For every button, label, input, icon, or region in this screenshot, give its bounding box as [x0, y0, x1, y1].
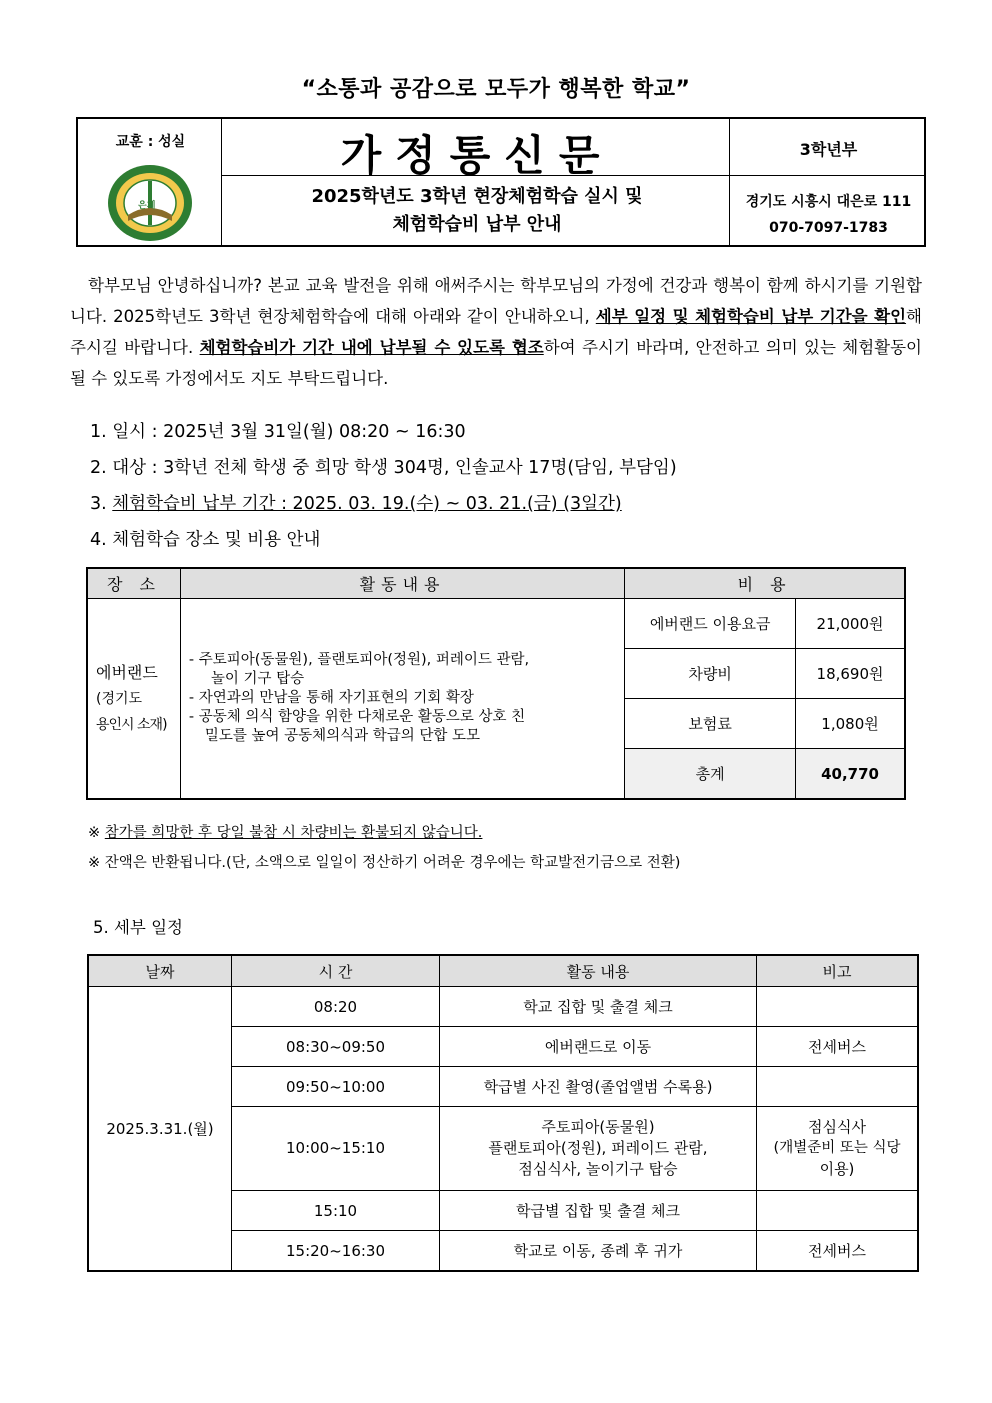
note-line: 이용)	[819, 1160, 855, 1178]
activity-line: 점심식사, 놀이기구 탑승	[518, 1160, 678, 1178]
cost-label: 에버랜드 이용요금	[625, 599, 796, 649]
schedule-activity: 에버랜드로 이동	[440, 1027, 757, 1067]
header-place: 장 소	[87, 568, 180, 599]
schedule-time: 08:30~09:50	[232, 1027, 440, 1067]
table-row	[87, 599, 905, 649]
schedule-time: 09:50~10:00	[232, 1067, 440, 1107]
total-value: 40,770	[796, 749, 905, 800]
logo-char-left: 은계	[138, 201, 156, 211]
schedule-activity	[440, 1107, 757, 1191]
schedule-note	[757, 987, 919, 1027]
header-note: 비고	[757, 955, 919, 987]
schedule-note: 전세버스	[757, 1231, 919, 1272]
schedule-time: 15:10	[232, 1191, 440, 1231]
schedule-activity: 학급별 사진 촬영(졸업앨범 수록용)	[440, 1067, 757, 1107]
school-motto: “소통과 공감으로 모두가 행복한 학교”	[301, 77, 691, 102]
intro-emphasis-1: 세부 일정 및 체험학습비 납부 기간을 확인	[595, 307, 907, 326]
schedule-time: 10:00~15:10	[232, 1107, 440, 1191]
header-box	[76, 117, 926, 247]
activity-line: 밀도를 높여 공동체의식과 학급의 단합 도모	[204, 728, 481, 744]
note-refund	[88, 818, 680, 848]
activity-cell	[180, 599, 624, 800]
schedule-activity: 학교 집합 및 출결 체크	[440, 987, 757, 1027]
intro-text-2: 해 주시길 바랍니다.	[70, 307, 922, 357]
cost-value: 18,690원	[796, 649, 905, 699]
schedule-date: 2025.3.31.(월)	[88, 987, 232, 1272]
cost-value: 21,000원	[796, 599, 905, 649]
page-title: 가정통신문	[340, 131, 614, 180]
header-time: 시 간	[232, 955, 440, 987]
school-address: 경기도 시흥시 대은로 111	[745, 194, 912, 210]
schedule-note	[757, 1067, 919, 1107]
item-3-number: 3.	[90, 494, 113, 514]
item-date: 1. 일시 : 2025년 3월 31일(월) 08:20 ~ 16:30	[90, 422, 466, 442]
table-header-row	[88, 955, 918, 987]
intro-text-3: 하여 주시기 바라며, 안전하고 의미 있는 체험활동이 될 수 있도록 가정에서도 지도 부탁드립니다.	[70, 338, 922, 388]
cost-value: 1,080원	[796, 699, 905, 749]
notes	[88, 818, 680, 878]
note-refund-text: 참가를 희망한 후 당일 불참 시 차량비는 환불되지 않습니다.	[104, 825, 483, 841]
note-balance: ※ 잔액은 반환됩니다.(단, 소액으로 일일이 정산하기 어려운 경우에는 학교발전기금으로 전환)	[88, 855, 681, 871]
school-phone: 070-7097-1783	[769, 220, 888, 236]
schedule-note: 전세버스	[757, 1027, 919, 1067]
note-line: (개별준비 또는 식당	[773, 1140, 901, 1156]
header-activity: 활동 내용	[440, 955, 757, 987]
cost-label: 보험료	[625, 699, 796, 749]
intro-paragraph	[70, 270, 922, 394]
note-mark: ※	[88, 825, 105, 841]
item-payment-period	[90, 490, 622, 515]
item-target: 2. 대상 : 3학년 전체 학생 중 희망 학생 304명, 인솔교사 17명(담임, 부담임)	[90, 458, 677, 478]
place-location-1: (경기도	[96, 690, 143, 707]
school-motto-label: 교훈 : 성실	[115, 134, 186, 150]
schedule-table	[87, 954, 919, 1272]
cost-label: 차량비	[625, 649, 796, 699]
subtitle-line-2: 체험학습비 납부 안내	[392, 214, 562, 235]
activity-line: - 주토피아(동물원), 플랜토피아(정원), 퍼레이드 관람,	[188, 652, 530, 668]
department: 3학년부	[799, 140, 858, 159]
schedule-time: 08:20	[232, 987, 440, 1027]
activity-line: 주토피아(동물원)	[541, 1118, 655, 1136]
header-activity: 활동내용	[180, 568, 624, 599]
school-logo	[106, 163, 194, 243]
activity-line: - 자연과의 만남을 통해 자기표현의 기회 확장	[188, 690, 474, 706]
note-line: 점심식사	[808, 1118, 866, 1136]
intro-text-1: 학부모님 안녕하십니까? 본교 교육 발전을 위해 애써주시는 학부모님의 가정에 건강과 행복이 함께 하시기를 기원합니다. 2025학년도 3학년 현장체험학습에 대해 아래와 같이 안내하오니,	[70, 276, 922, 326]
intro-emphasis-2: 체험학습비가 기간 내에 납부될 수 있도록 협조	[199, 338, 544, 357]
total-label: 총계	[625, 749, 796, 800]
header-cost: 비 용	[625, 568, 905, 599]
schedule-activity: 학급별 집합 및 출결 체크	[440, 1191, 757, 1231]
schedule-note	[757, 1191, 919, 1231]
school-contact	[731, 189, 926, 241]
subtitle-line-1: 2025학년도 3학년 현장체험학습 실시 및	[311, 186, 643, 207]
table-header-row	[87, 568, 905, 599]
activity-line: 플랜토피아(정원), 퍼레이드 관람,	[488, 1139, 708, 1157]
document-subtitle	[223, 183, 731, 239]
cost-table	[86, 567, 906, 800]
item-place-cost: 4. 체험학습 장소 및 비용 안내	[90, 530, 321, 550]
activity-line: - 공동체 의식 함양을 위한 다채로운 활동으로 상호 친	[188, 709, 526, 725]
place-location-2: 용인시 소재)	[96, 716, 167, 733]
place-cell	[87, 599, 180, 800]
item-3-text: 체험학습비 납부 기간 : 2025. 03. 19.(수) ~ 03. 21.(금) (3일간)	[112, 494, 622, 514]
schedule-time: 15:20~16:30	[232, 1231, 440, 1272]
activity-line: 놀이 기구 탑승	[210, 671, 305, 687]
schedule-note	[757, 1107, 919, 1191]
place-name: 에버랜드	[96, 662, 158, 682]
schedule-activity: 학교로 이동, 종례 후 귀가	[440, 1231, 757, 1272]
item-schedule: 5. 세부 일정	[93, 918, 183, 937]
header-date: 날짜	[88, 955, 232, 987]
table-row	[88, 987, 918, 1027]
